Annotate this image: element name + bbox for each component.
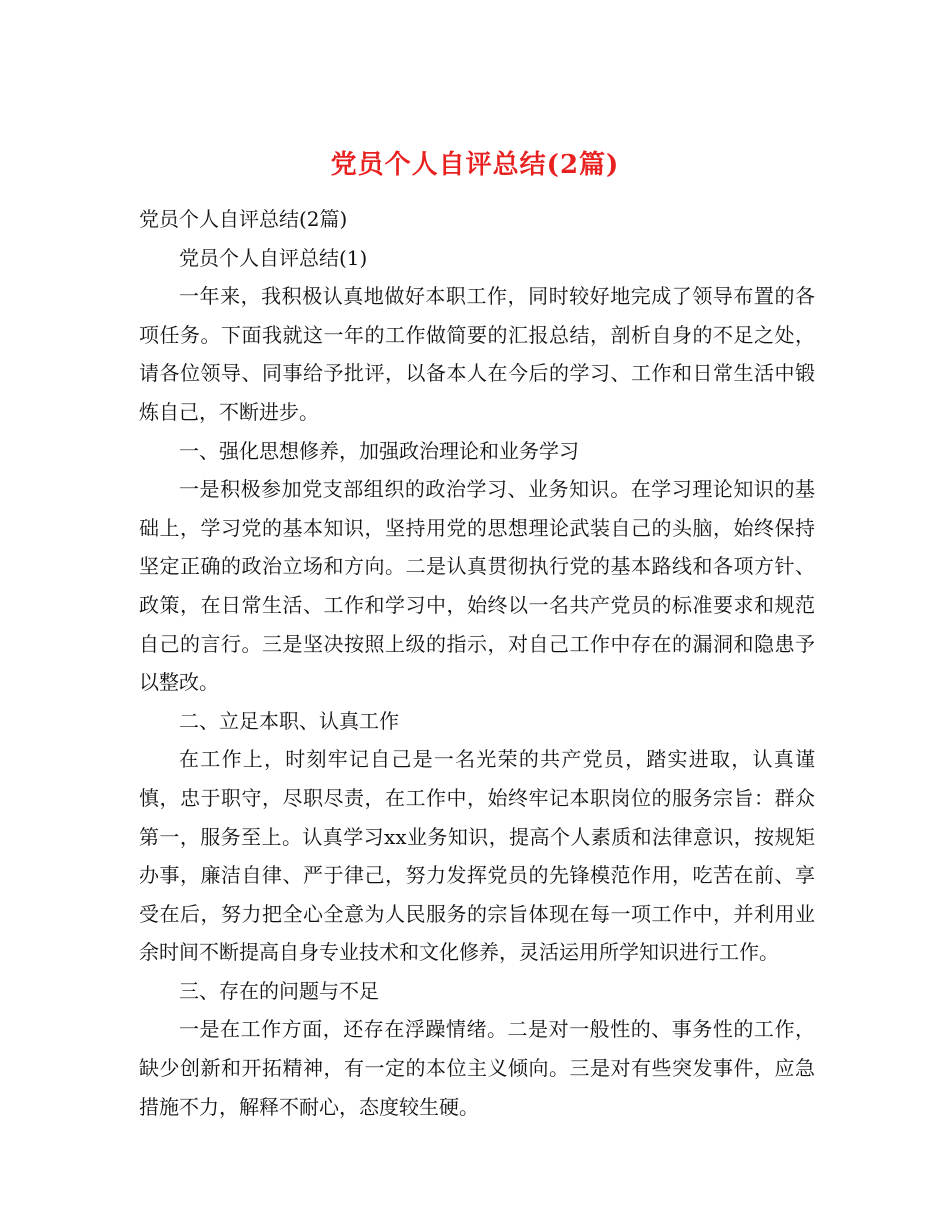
section-heading-part-1: 党员个人自评总结(1) xyxy=(179,245,368,270)
document-body xyxy=(139,200,815,1126)
section-2-paragraph: 在工作上，时刻牢记自己是一名光荣的共产党员，踏实进取，认真谨慎，忠于职守，尽职尽责，在工作中，始终牢记本职岗位的服务宗旨：群众第一，服务至上。认真学习xx业务知识，提高个人素质和法律意识，按规矩办事，廉洁自律、严于律己，努力发挥党员的先锋模范作用，吃苦在前、享受在后，努力把全心全意为人民服务的宗旨体现在每一项工作中，并利用业余时间不断提高自身专业技术和文化修养，灵活运用所学知识进行工作。 xyxy=(139,747,815,965)
intro-paragraph: 一年来，我积极认真地做好本职工作，同时较好地完成了领导布置的各项任务。下面我就这一年的工作做简要的汇报总结，剖析自身的不足之处，请各位领导、同事给予批评，以备本人在今后的学习、工作和日常生活中锻炼自己，不断进步。 xyxy=(139,284,815,424)
section-heading-3: 三、存在的问题与不足 xyxy=(179,978,379,1003)
document-subtitle: 党员个人自评总结(2篇) xyxy=(139,207,348,231)
document-title: 党员个人自评总结(2篇) xyxy=(330,150,620,181)
section-heading-2: 二、立足本职、认真工作 xyxy=(179,708,399,733)
section-3-paragraph: 一是在工作方面，还存在浮躁情绪。二是对一般性的、事务性的工作，缺少创新和开拓精神，有一定的本位主义倾向。三是对有些突发事件，应急措施不力，解释不耐心，态度较生硬。 xyxy=(139,1017,815,1119)
section-heading-1: 一、强化思想修养，加强政治理论和业务学习 xyxy=(179,438,579,463)
section-1-paragraph: 一是积极参加党支部组织的政治学习、业务知识。在学习理论知识的基础上，学习党的基本知识，坚持用党的思想理论武装自己的头脑，始终保持坚定正确的政治立场和方向。二是认真贯彻执行党的基本路线和各项方针、政策，在日常生活、工作和学习中，始终以一名共产党员的标准要求和规范自己的言行。三是坚决按照上级的指示，对自己工作中存在的漏洞和隐患予以整改。 xyxy=(139,477,815,695)
